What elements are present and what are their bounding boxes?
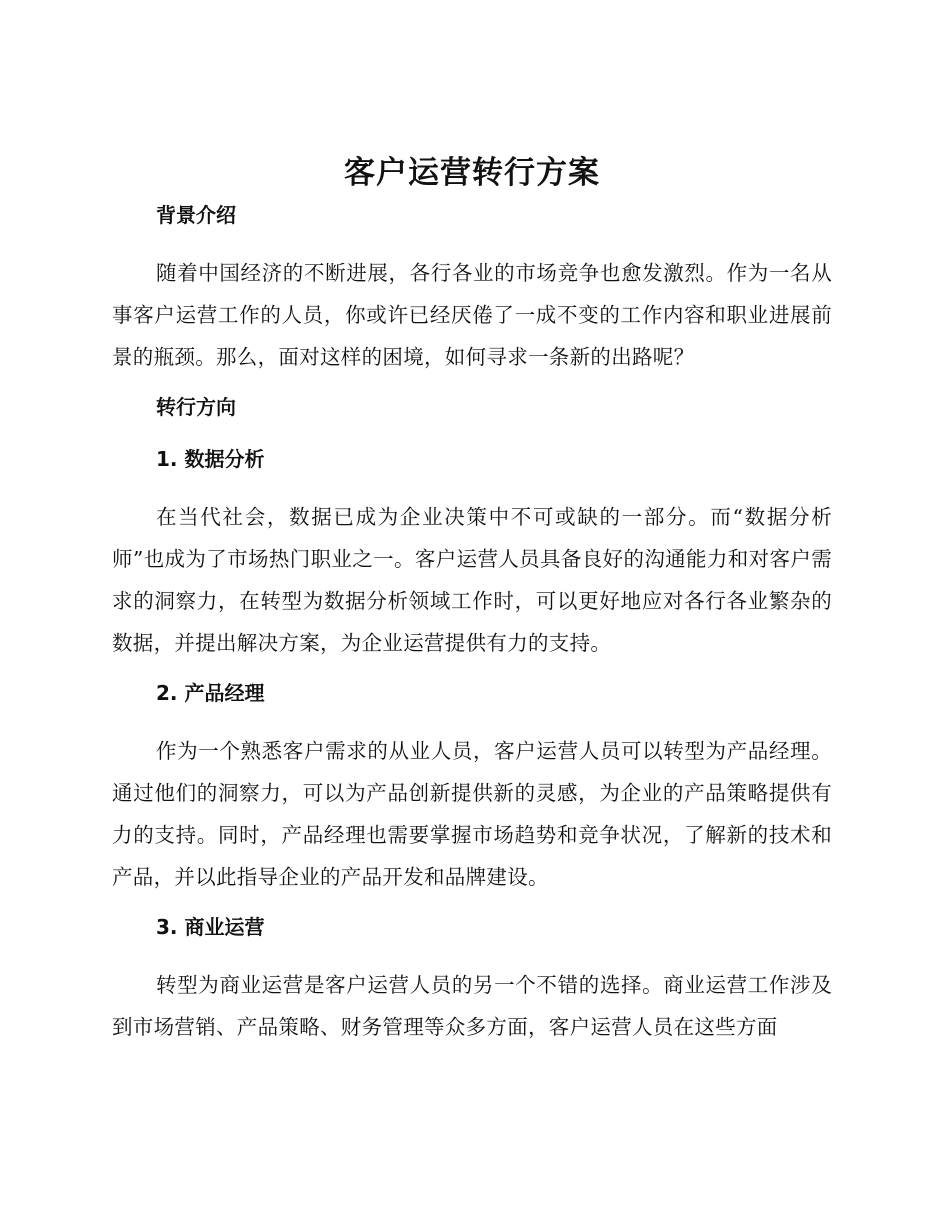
section-heading-direction: 转行方向 — [156, 395, 236, 419]
section-heading-business-operation: 3. 商业运营 — [156, 915, 265, 939]
paragraph-data-analysis: 在当代社会，数据已成为企业决策中不可或缺的一部分。而“数据分析师”也成为了市场热门职业之一。客户运营人员具备良好的沟通能力和对客户需求的洞察力，在转型为数据分析领域工作时，可以更好地应对各行各业繁杂的数据，并提出解决方案，为企业运营提供有力的支持。 — [112, 505, 832, 655]
document-title: 客户运营转行方案 — [344, 155, 600, 191]
document-page — [112, 150, 832, 1048]
paragraph-product-manager: 作为一个熟悉客户需求的从业人员，客户运营人员可以转型为产品经理。通过他们的洞察力，可以为产品创新提供新的灵感，为企业的产品策略提供有力的支持。同时，产品经理也需要掌握市场趋势和竞争状况，了解新的技术和产品，并以此指导企业的产品开发和品牌建设。 — [112, 739, 832, 889]
paragraph-business-operation: 转型为商业运营是客户运营人员的另一个不错的选择。商业运营工作涉及到市场营销、产品策略、财务管理等众多方面，客户运营人员在这些方面 — [112, 973, 832, 1039]
paragraph-background: 随着中国经济的不断进展，各行各业的市场竞争也愈发激烈。作为一名从事客户运营工作的人员，你或许已经厌倦了一成不变的工作内容和职业进展前景的瓶颈。那么，面对这样的困境，如何寻求一条新的出路呢？ — [112, 261, 832, 369]
section-heading-data-analysis: 1. 数据分析 — [156, 447, 265, 471]
section-heading-product-manager: 2. 产品经理 — [156, 681, 265, 705]
section-heading-background: 背景介绍 — [156, 203, 236, 227]
